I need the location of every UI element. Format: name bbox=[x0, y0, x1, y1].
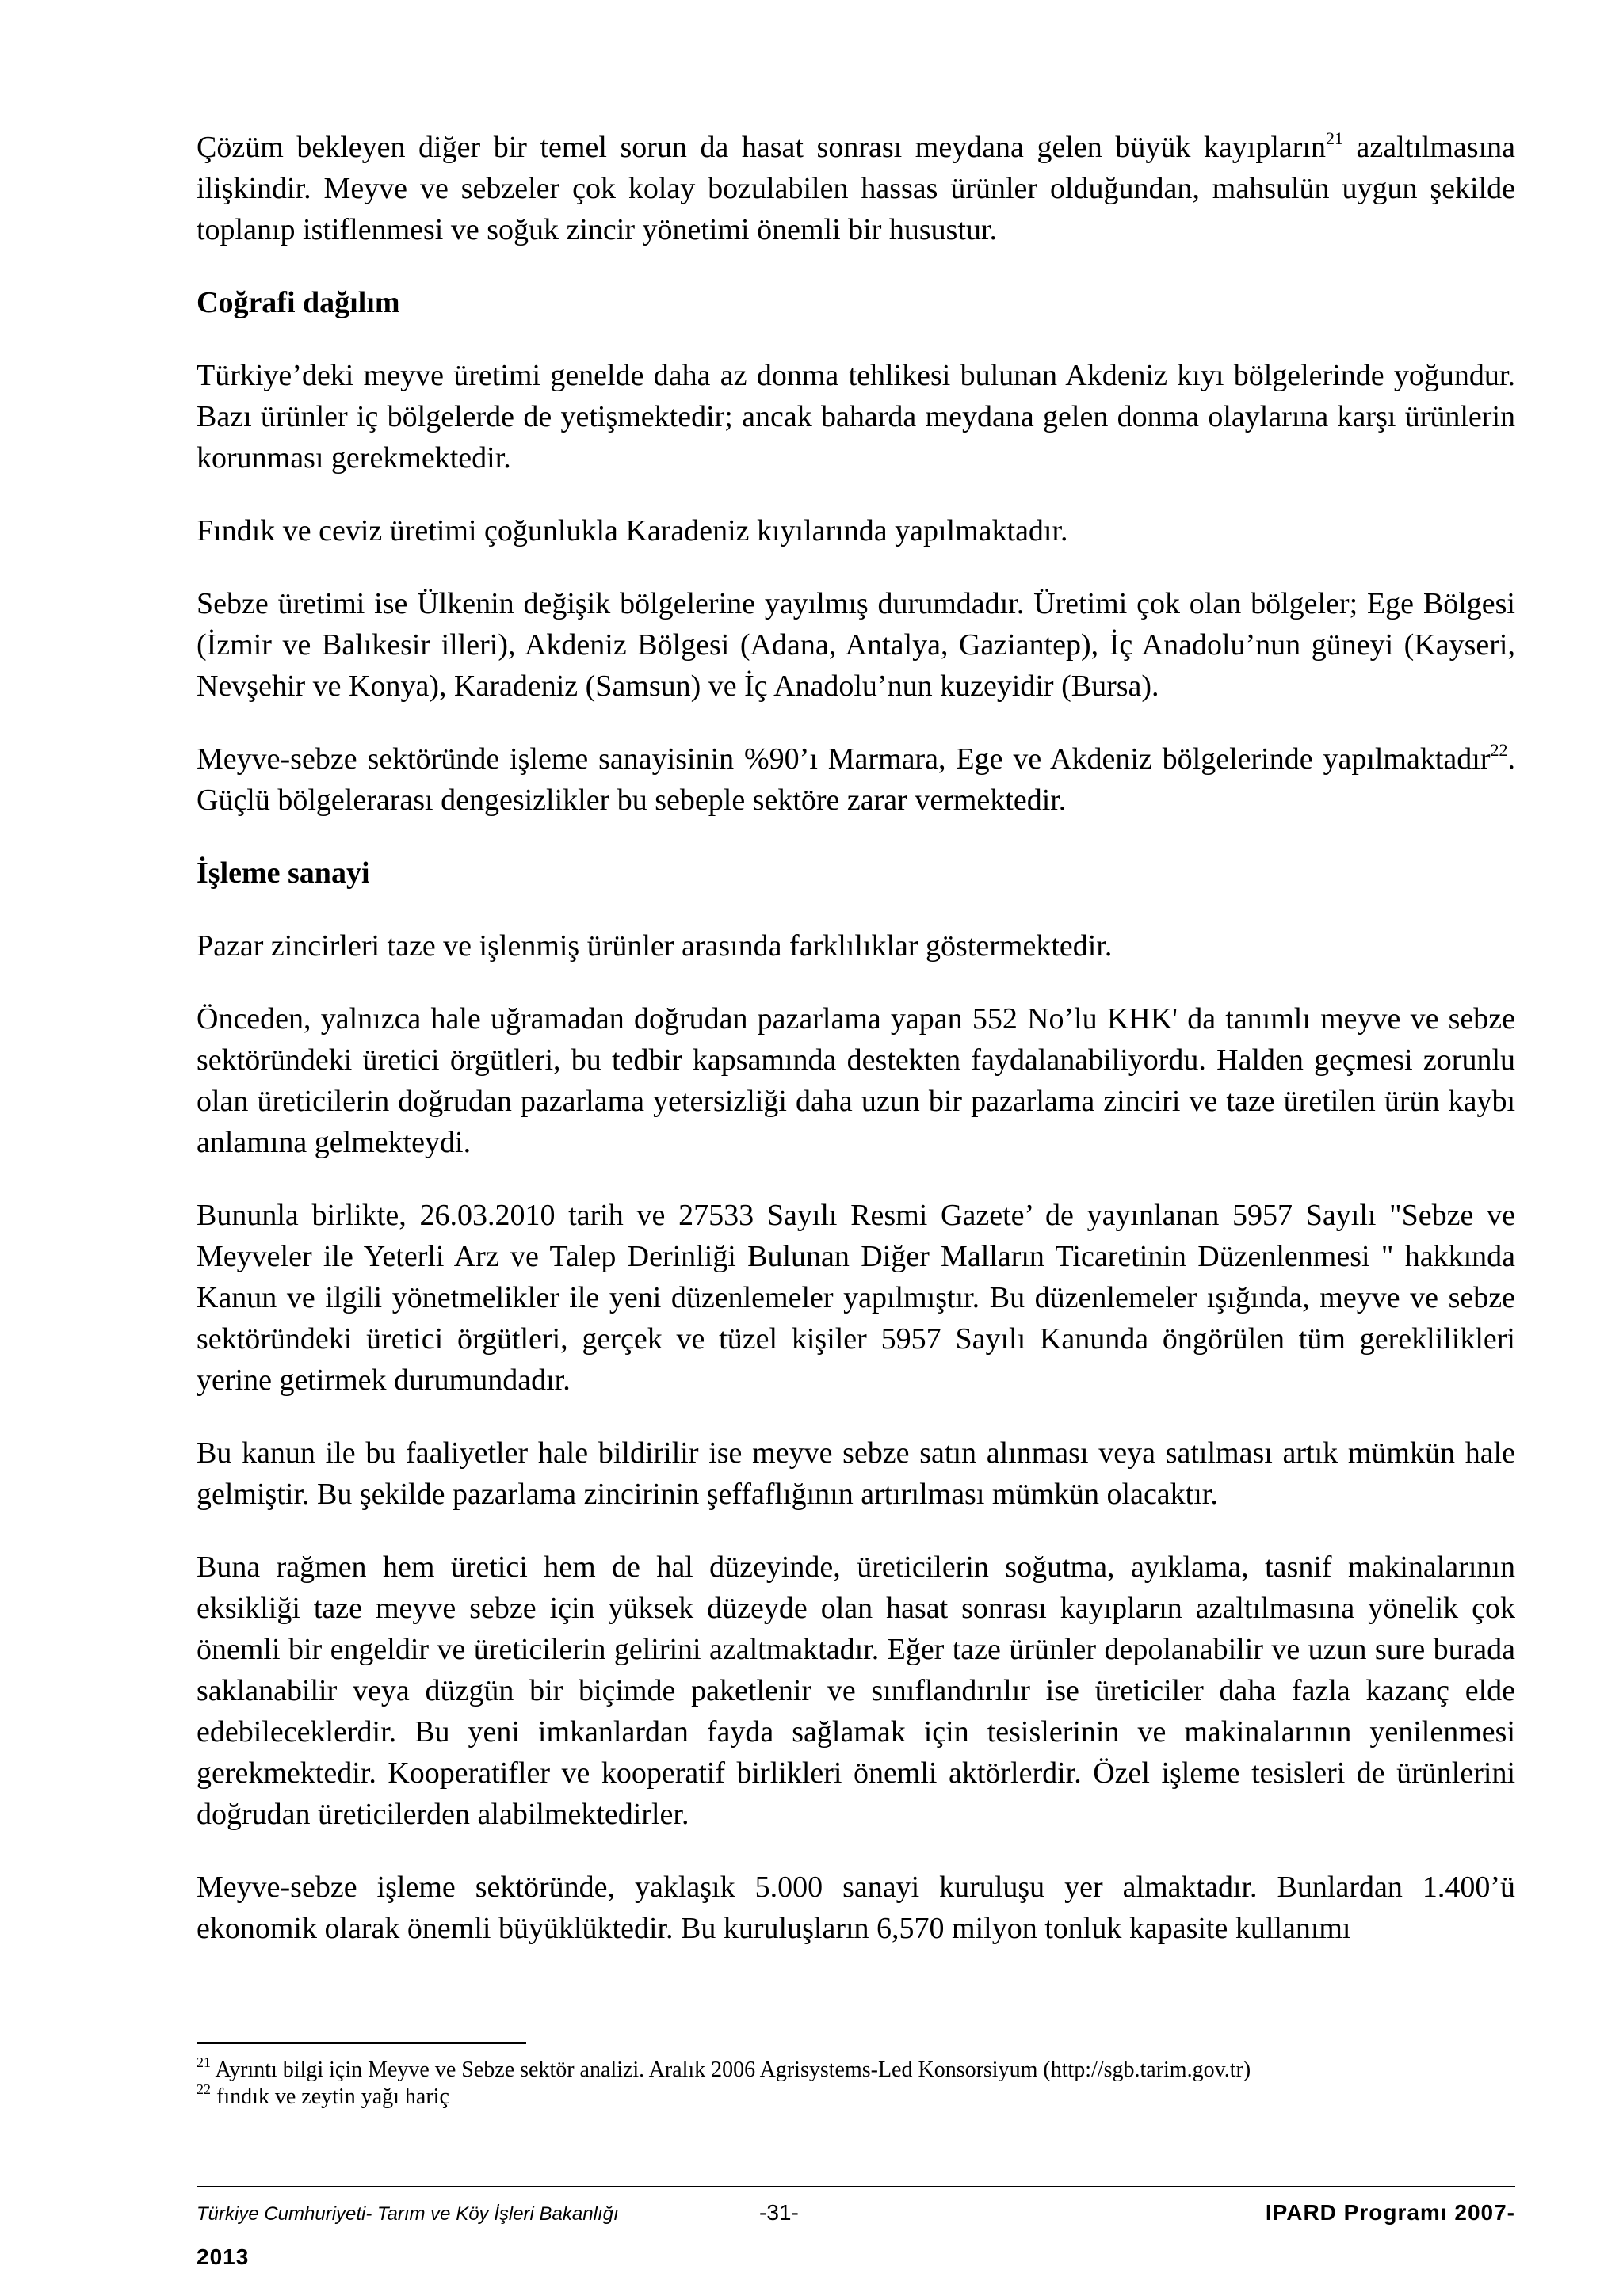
footer-program-year: 2013 bbox=[197, 2245, 250, 2269]
footnote-number: 21 bbox=[197, 2054, 211, 2070]
footnote-divider bbox=[197, 2042, 526, 2044]
section-heading-geography: Coğrafi dağılım bbox=[197, 286, 400, 319]
paragraph-11: Meyve-sebze işleme sektöründe, yaklaşık 5.000 sanayi kuruluşu yer almaktadır. Bunlardan 1.400’ü ekonomik olarak önemli büyüklüktedir. Bu kuruluşların 6,570 milyon tonluk kapasite kullanımı bbox=[197, 1871, 1515, 1945]
page-number: -31- bbox=[759, 2200, 799, 2225]
footnote-ref-21[interactable]: 21 bbox=[1325, 128, 1343, 148]
footnote-number: 22 bbox=[197, 2081, 211, 2097]
paragraph-7: Önceden, yalnızca hale uğramadan doğrudan pazarlama yapan 552 No’lu KHK' da tanımlı meyve ve sebze sektöründeki üretici örgütleri, bu tedbir kapsamında destekten faydalanabiliyordu. Halden geçmesi zorunlu olan üreticilerin doğrudan pazarlama yetersizliği daha uzun bir pazarlama zinciri ve taze üretilen ürün kaybı anlamına gelmekteydi. bbox=[197, 1002, 1515, 1159]
footnote-text: Ayrıntı bilgi için Meyve ve Sebze sektör analizi. Aralık 2006 Agrisystems-Led Konsorsiyum (http://sgb.tarim.gov.tr) bbox=[211, 2058, 1251, 2082]
document-body bbox=[197, 127, 1515, 1981]
paragraph-5-continuation: . Güçlü bölgelerarası dengesizlikler bu sebeple sektöre zarar vermektedir. bbox=[197, 742, 1515, 817]
paragraph-2: Türkiye’deki meyve üretimi genelde daha az donma tehlikesi bulunan Akdeniz kıyı bölgelerinde yoğundur. Bazı ürünler iç bölgelerde de yetişmektedir; ancak baharda meydana gelen donma olaylarına karşı ürünlerin korunması gerekmektedir. bbox=[197, 359, 1515, 475]
footnote-21 bbox=[197, 2054, 1515, 2084]
footnote-text: fındık ve zeytin yağı hariç bbox=[211, 2084, 449, 2109]
paragraph-1-text: Çözüm bekleyen diğer bir temel sorun da hasat sonrası meydana gelen büyük kayıpların bbox=[197, 131, 1326, 164]
paragraph-6: Pazar zincirleri taze ve işlenmiş ürünler arasında farklılıklar göstermektedir. bbox=[197, 929, 1113, 963]
footnote-22 bbox=[197, 2081, 1515, 2111]
footnotes bbox=[197, 2042, 1515, 2111]
section-heading-processing: İşleme sanayi bbox=[197, 856, 370, 890]
paragraph-8: Bununla birlikte, 26.03.2010 tarih ve 27533 Sayılı Resmi Gazete’ de yayınlanan 5957 Sayılı "Sebze ve Meyveler ile Yeterli Arz ve Talep Derinliği Bulunan Diğer Malların Ticaretinin Düzenlenmesi " hakkında Kanun ve ilgili yönetmelikler ile yeni düzenlemeler yapılmıştır. Bu düzenlemeler ışığında, meyve ve sebze sektöründeki üretici örgütleri, gerçek ve tüzel kişiler 5957 Sayılı Kanunda öngörülen tüm gereklilikleri yerine getirmek durumundadır. bbox=[197, 1199, 1515, 1397]
paragraph-5-text: Meyve-sebze sektöründe işleme sanayisinin %90’ı Marmara, Ege ve Akdeniz bölgelerinde yapılmaktadır bbox=[197, 742, 1491, 776]
footnote-ref-22[interactable]: 22 bbox=[1490, 740, 1508, 760]
footer-ministry: Türkiye Cumhuriyeti- Tarım ve Köy İşleri Bakanlığı bbox=[197, 2203, 619, 2225]
paragraph-3: Fındık ve ceviz üretimi çoğunlukla Karadeniz kıyılarında yapılmaktadır. bbox=[197, 514, 1068, 547]
page-footer bbox=[197, 2186, 1515, 2269]
paragraph-9: Bu kanun ile bu faaliyetler hale bildirilir ise meyve sebze satın alınması veya satılması artık mümkün hale gelmiştir. Bu şekilde pazarlama zincirinin şeffaflığının artırılması mümkün olacaktır. bbox=[197, 1436, 1515, 1511]
footer-program-title: IPARD Programı 2007- bbox=[1265, 2200, 1515, 2225]
paragraph-1 bbox=[197, 127, 1515, 250]
paragraph-5 bbox=[197, 738, 1515, 821]
paragraph-1-continuation: azaltılmasına ilişkindir. Meyve ve sebzeler çok kolay bozulabilen hassas ürünler olduğundan, mahsulün uygun şekilde toplanıp istiflenmesi ve soğuk zincir yönetimi önemli bir husustur. bbox=[197, 131, 1515, 246]
paragraph-10: Buna rağmen hem üretici hem de hal düzeyinde, üreticilerin soğutma, ayıklama, tasnif makinalarının eksikliği taze meyve sebze için yüksek düzeyde olan hasat sonrası kayıpların azaltılmasına yönelik çok önemli bir engeldir ve üreticilerin gelirini azaltmaktadır. Eğer taze ürünler depolanabilir ve uzun sure burada saklanabilir veya düzgün bir biçimde paketlenir ve sınıflandırılır ise üreticiler daha fazla kazanç elde edebileceklerdir. Bu yeni imkanlardan fayda sağlamak için tesislerinin ve makinalarının yenilenmesi gerekmektedir. Kooperatifler ve kooperatif birlikleri önemli aktörlerdir. Özel işleme tesisleri de ürünlerini doğrudan üreticilerden alabilmektedirler. bbox=[197, 1550, 1515, 1831]
paragraph-4: Sebze üretimi ise Ülkenin değişik bölgelerine yayılmış durumdadır. Üretimi çok olan bölgeler; Ege Bölgesi (İzmir ve Balıkesir illeri), Akdeniz Bölgesi (Adana, Antalya, Gaziantep), İç Anadolu’nun güneyi (Kayseri, Nevşehir ve Konya), Karadeniz (Samsun) ve İç Anadolu’nun kuzeyidir (Bursa). bbox=[197, 587, 1515, 703]
